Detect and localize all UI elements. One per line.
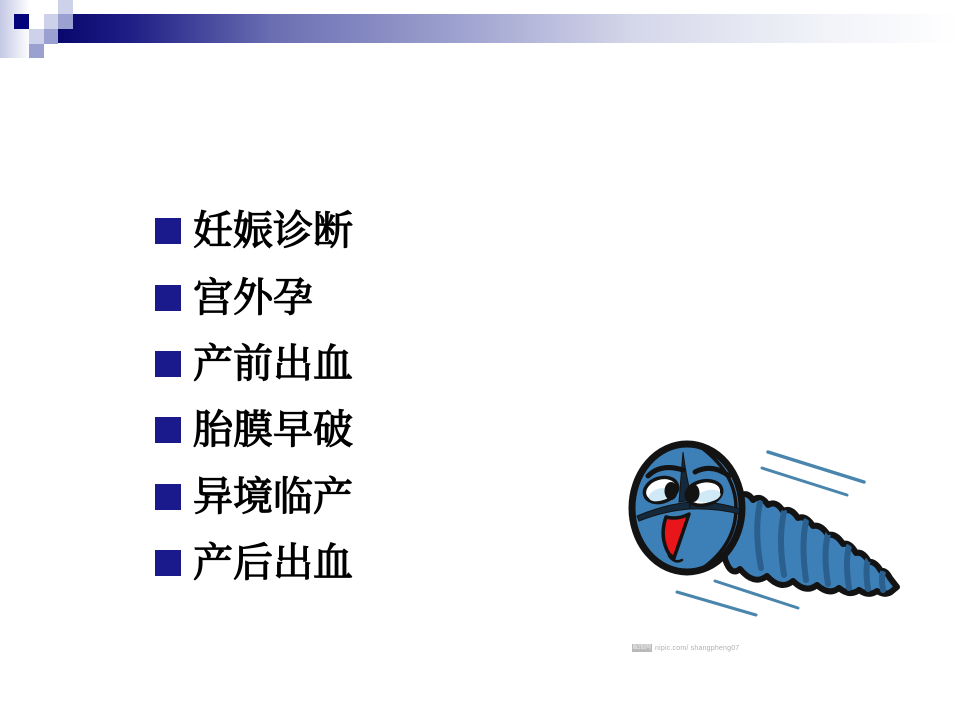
list-item-label: 胎膜早破 — [193, 407, 353, 453]
decor-square-medium-2 — [44, 29, 58, 44]
list-item-label: 产后出血 — [193, 540, 353, 586]
bullet-square-icon — [155, 484, 181, 510]
list-item-label: 宫外孕 — [193, 274, 313, 320]
decor-square-light-2 — [44, 14, 58, 29]
list-item-label: 异境临产 — [193, 473, 353, 519]
bullet-square-icon — [155, 351, 181, 377]
header-gradient-bar — [58, 14, 960, 43]
bullet-square-icon — [155, 417, 181, 443]
bullet-square-icon — [155, 550, 181, 576]
decor-square-dark — [14, 14, 29, 29]
watermark-text: nipic.com/ shangpheng07 — [655, 644, 740, 652]
list-item — [155, 464, 353, 530]
bullet-square-icon — [155, 285, 181, 311]
decor-square-light-3 — [29, 29, 44, 44]
list-item — [155, 198, 353, 264]
bullet-list — [155, 198, 353, 596]
list-item — [155, 530, 353, 596]
left-edge-gradient — [0, 0, 30, 58]
bullet-square-icon — [155, 218, 181, 244]
watermark — [632, 644, 739, 652]
decor-square-light-1 — [58, 0, 73, 15]
list-item-label: 产前出血 — [193, 340, 353, 386]
decor-square-medium-1 — [58, 14, 73, 29]
decor-square-medium-3 — [29, 44, 44, 58]
screw-shank — [724, 494, 897, 594]
screw-cartoon-illustration — [600, 425, 920, 675]
list-item — [155, 264, 353, 330]
list-item — [155, 397, 353, 463]
watermark-logo: 昵图网 — [633, 645, 652, 651]
list-item — [155, 331, 353, 397]
list-item-label: 妊娠诊断 — [193, 208, 353, 254]
screw-head — [632, 444, 742, 572]
